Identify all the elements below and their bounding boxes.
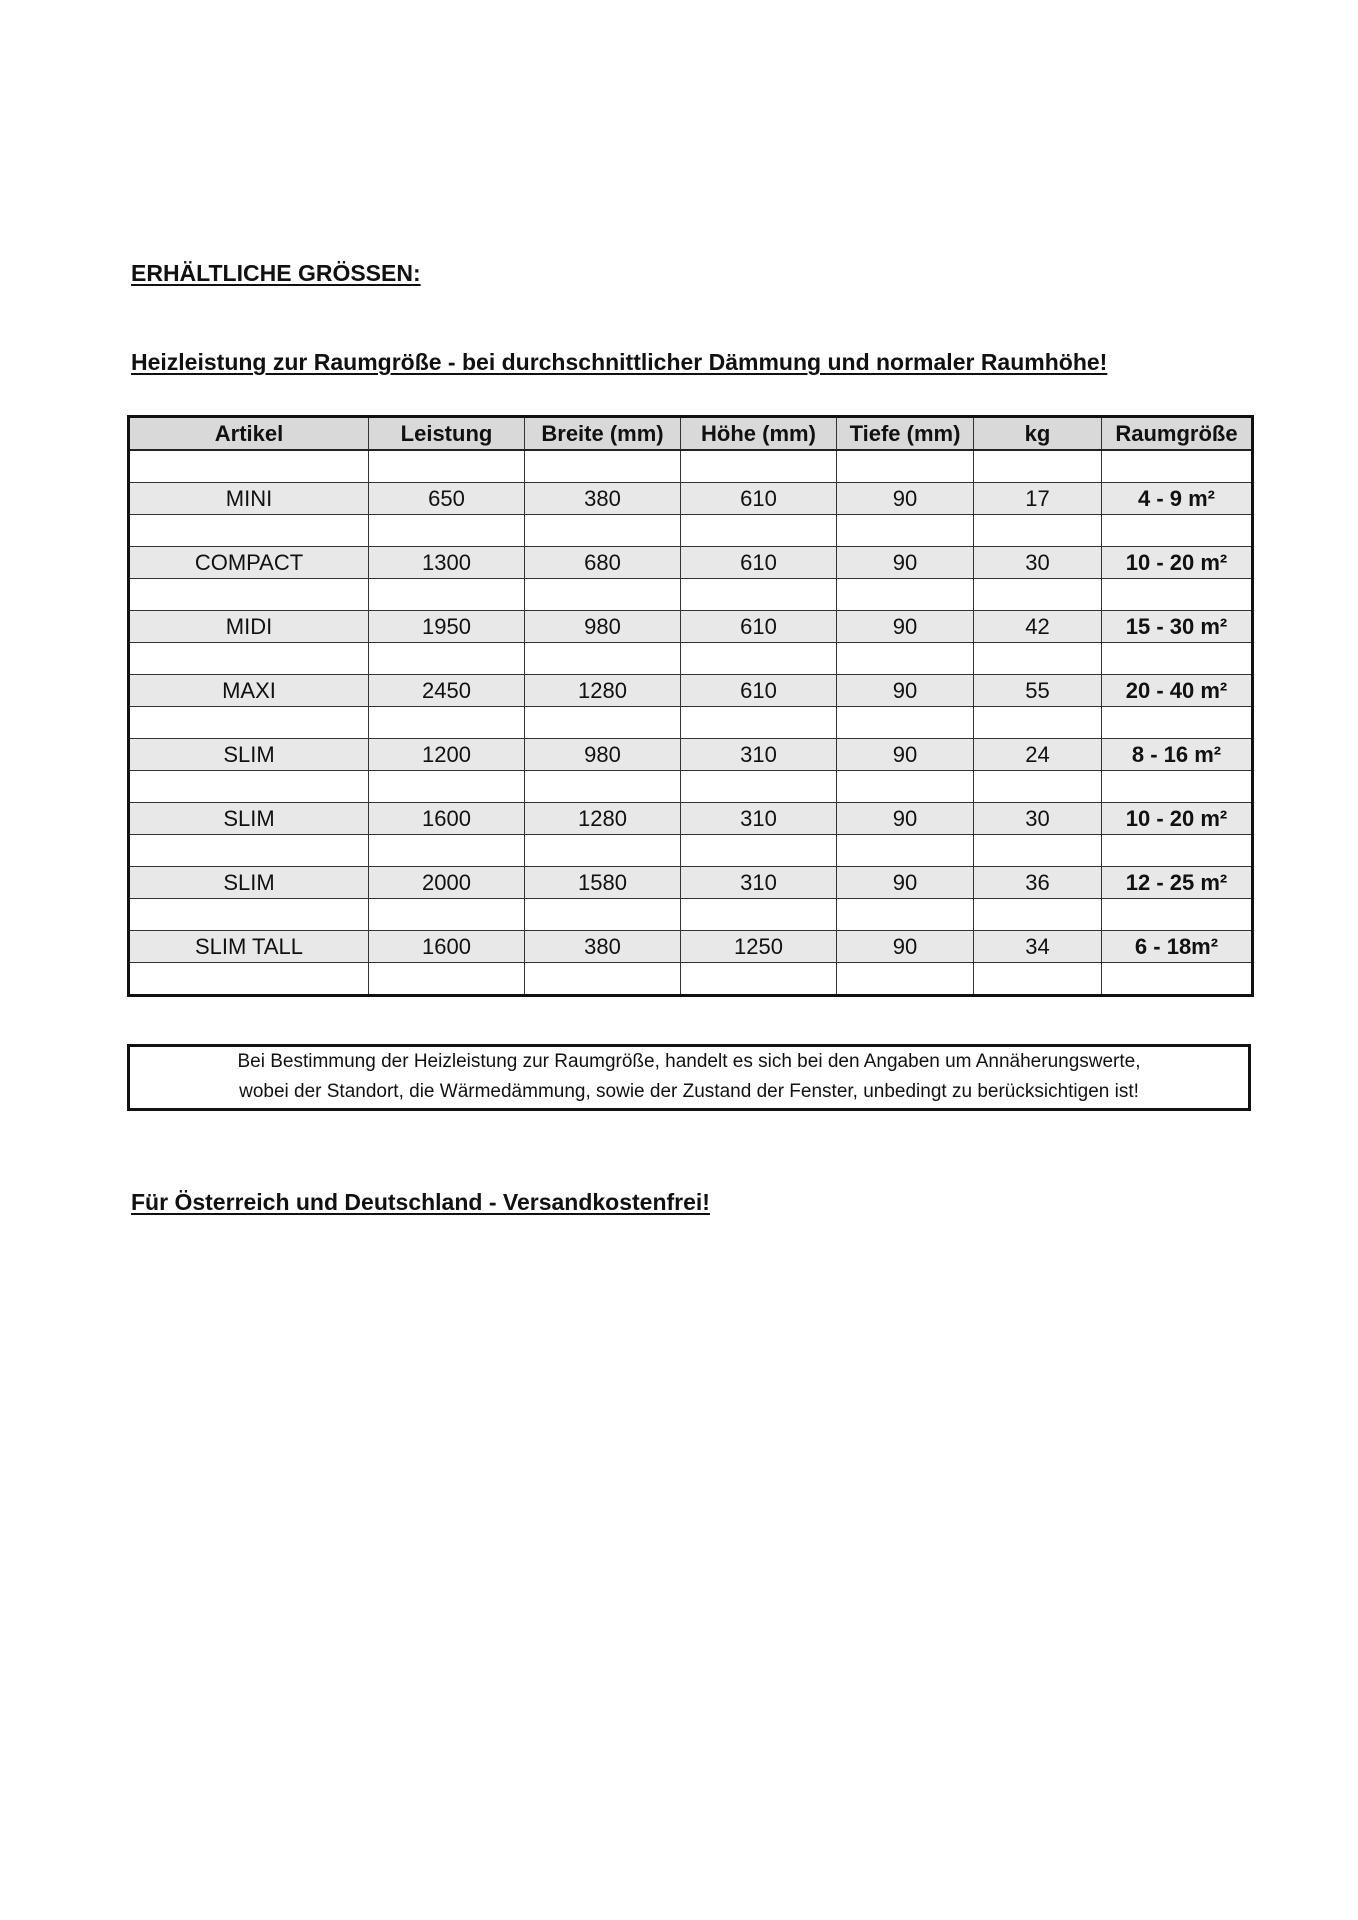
- disclaimer-note: [127, 1044, 1251, 1111]
- sizes-table: [127, 415, 1254, 997]
- table-header-row: [129, 417, 1253, 451]
- table-cell: MAXI: [129, 675, 369, 707]
- spacer-row: [129, 963, 1253, 996]
- empty-cell: [681, 515, 837, 547]
- empty-cell: [837, 515, 974, 547]
- empty-cell: [129, 450, 369, 483]
- table-cell: 10 - 20 m²: [1102, 547, 1253, 579]
- empty-cell: [129, 835, 369, 867]
- empty-cell: [974, 707, 1102, 739]
- table-cell: 1300: [369, 547, 525, 579]
- empty-cell: [1102, 963, 1253, 996]
- empty-cell: [1102, 515, 1253, 547]
- table-cell: SLIM: [129, 867, 369, 899]
- empty-cell: [525, 643, 681, 675]
- spacer-row: [129, 899, 1253, 931]
- empty-cell: [369, 579, 525, 611]
- empty-cell: [129, 643, 369, 675]
- table-row: [129, 931, 1253, 963]
- table-cell: 1280: [525, 675, 681, 707]
- table-cell: 2000: [369, 867, 525, 899]
- column-header-hoehe: Höhe (mm): [681, 417, 837, 451]
- table-row: [129, 739, 1253, 771]
- empty-cell: [681, 899, 837, 931]
- table-cell: 90: [837, 611, 974, 643]
- column-header-raumgroesse: Raumgröße: [1102, 417, 1253, 451]
- empty-cell: [974, 643, 1102, 675]
- column-header-leistung: Leistung: [369, 417, 525, 451]
- empty-cell: [369, 963, 525, 996]
- table-cell: 90: [837, 547, 974, 579]
- table-cell: 1200: [369, 739, 525, 771]
- empty-cell: [1102, 771, 1253, 803]
- table-row: [129, 611, 1253, 643]
- table-body: [129, 450, 1253, 996]
- empty-cell: [837, 771, 974, 803]
- table-row: [129, 483, 1253, 515]
- table-cell: 34: [974, 931, 1102, 963]
- table-cell: 610: [681, 675, 837, 707]
- empty-cell: [129, 963, 369, 996]
- spacer-row: [129, 450, 1253, 483]
- empty-cell: [837, 835, 974, 867]
- table-cell: 1280: [525, 803, 681, 835]
- empty-cell: [1102, 899, 1253, 931]
- column-header-kg: kg: [974, 417, 1102, 451]
- empty-cell: [369, 707, 525, 739]
- empty-cell: [837, 450, 974, 483]
- table-cell: 55: [974, 675, 1102, 707]
- table-cell: 310: [681, 803, 837, 835]
- column-header-tiefe: Tiefe (mm): [837, 417, 974, 451]
- empty-cell: [837, 963, 974, 996]
- table-cell: 6 - 18m²: [1102, 931, 1253, 963]
- empty-cell: [525, 771, 681, 803]
- spacer-row: [129, 515, 1253, 547]
- table-row: [129, 867, 1253, 899]
- table-cell: 380: [525, 931, 681, 963]
- table-row: [129, 547, 1253, 579]
- table-cell: 2450: [369, 675, 525, 707]
- table-cell: 1950: [369, 611, 525, 643]
- empty-cell: [974, 963, 1102, 996]
- spacer-row: [129, 643, 1253, 675]
- table-cell: 90: [837, 803, 974, 835]
- empty-cell: [681, 835, 837, 867]
- table-cell: 90: [837, 867, 974, 899]
- empty-cell: [129, 899, 369, 931]
- column-header-breite: Breite (mm): [525, 417, 681, 451]
- table-cell: SLIM: [129, 803, 369, 835]
- empty-cell: [369, 515, 525, 547]
- empty-cell: [974, 450, 1102, 483]
- empty-cell: [129, 579, 369, 611]
- table-cell: 90: [837, 739, 974, 771]
- table-cell: 610: [681, 547, 837, 579]
- table-cell: 1600: [369, 931, 525, 963]
- empty-cell: [837, 579, 974, 611]
- table-cell: 980: [525, 739, 681, 771]
- empty-cell: [525, 579, 681, 611]
- empty-cell: [369, 643, 525, 675]
- empty-cell: [369, 835, 525, 867]
- empty-cell: [974, 515, 1102, 547]
- empty-cell: [369, 771, 525, 803]
- table-cell: 30: [974, 803, 1102, 835]
- empty-cell: [129, 707, 369, 739]
- table-cell: 310: [681, 867, 837, 899]
- empty-cell: [1102, 450, 1253, 483]
- empty-cell: [1102, 835, 1253, 867]
- table-cell: 90: [837, 675, 974, 707]
- table-cell: 610: [681, 611, 837, 643]
- empty-cell: [525, 450, 681, 483]
- table-cell: 17: [974, 483, 1102, 515]
- table-cell: 42: [974, 611, 1102, 643]
- empty-cell: [525, 899, 681, 931]
- shipping-note: Für Österreich und Deutschland - Versandkostenfrei!: [131, 1189, 710, 1215]
- empty-cell: [369, 450, 525, 483]
- table-cell: COMPACT: [129, 547, 369, 579]
- table-cell: 980: [525, 611, 681, 643]
- empty-cell: [837, 899, 974, 931]
- table-cell: 15 - 30 m²: [1102, 611, 1253, 643]
- empty-cell: [681, 643, 837, 675]
- disclaimer-line-1: Bei Bestimmung der Heizleistung zur Raumgröße, handelt es sich bei den Angaben um Annäherungswerte,: [237, 1051, 1141, 1072]
- empty-cell: [837, 643, 974, 675]
- table-cell: 380: [525, 483, 681, 515]
- disclaimer-line-2: wobei der Standort, die Wärmedämmung, sowie der Zustand der Fenster, unbedingt zu berücksichtigen ist!: [239, 1081, 1139, 1102]
- empty-cell: [129, 515, 369, 547]
- table-cell: MINI: [129, 483, 369, 515]
- table-cell: MIDI: [129, 611, 369, 643]
- empty-cell: [1102, 643, 1253, 675]
- empty-cell: [837, 707, 974, 739]
- table-cell: 24: [974, 739, 1102, 771]
- table-cell: 36: [974, 867, 1102, 899]
- empty-cell: [1102, 579, 1253, 611]
- empty-cell: [1102, 707, 1253, 739]
- table-cell: 310: [681, 739, 837, 771]
- table-cell: SLIM: [129, 739, 369, 771]
- empty-cell: [974, 835, 1102, 867]
- empty-cell: [525, 707, 681, 739]
- empty-cell: [681, 771, 837, 803]
- table-cell: 90: [837, 483, 974, 515]
- empty-cell: [974, 579, 1102, 611]
- table-cell: 1250: [681, 931, 837, 963]
- page-title: ERHÄLTLICHE GRÖSSEN:: [131, 260, 421, 286]
- table-row: [129, 803, 1253, 835]
- table-cell: 12 - 25 m²: [1102, 867, 1253, 899]
- table-row: [129, 675, 1253, 707]
- spacer-row: [129, 835, 1253, 867]
- table-cell: 8 - 16 m²: [1102, 739, 1253, 771]
- column-header-artikel: Artikel: [129, 417, 369, 451]
- empty-cell: [129, 771, 369, 803]
- empty-cell: [681, 450, 837, 483]
- empty-cell: [525, 835, 681, 867]
- table-cell: 4 - 9 m²: [1102, 483, 1253, 515]
- table-cell: 90: [837, 931, 974, 963]
- table-cell: 30: [974, 547, 1102, 579]
- table-cell: 610: [681, 483, 837, 515]
- table-cell: SLIM TALL: [129, 931, 369, 963]
- table-cell: 650: [369, 483, 525, 515]
- empty-cell: [681, 579, 837, 611]
- empty-cell: [525, 963, 681, 996]
- section-subtitle: Heizleistung zur Raumgröße - bei durchschnittlicher Dämmung und normaler Raumhöhe!: [131, 349, 1108, 375]
- empty-cell: [974, 771, 1102, 803]
- table-cell: 680: [525, 547, 681, 579]
- empty-cell: [974, 899, 1102, 931]
- empty-cell: [681, 963, 837, 996]
- empty-cell: [525, 515, 681, 547]
- spacer-row: [129, 771, 1253, 803]
- spacer-row: [129, 579, 1253, 611]
- table-cell: 1600: [369, 803, 525, 835]
- empty-cell: [681, 707, 837, 739]
- table-cell: 10 - 20 m²: [1102, 803, 1253, 835]
- table-cell: 1580: [525, 867, 681, 899]
- table-cell: 20 - 40 m²: [1102, 675, 1253, 707]
- spacer-row: [129, 707, 1253, 739]
- empty-cell: [369, 899, 525, 931]
